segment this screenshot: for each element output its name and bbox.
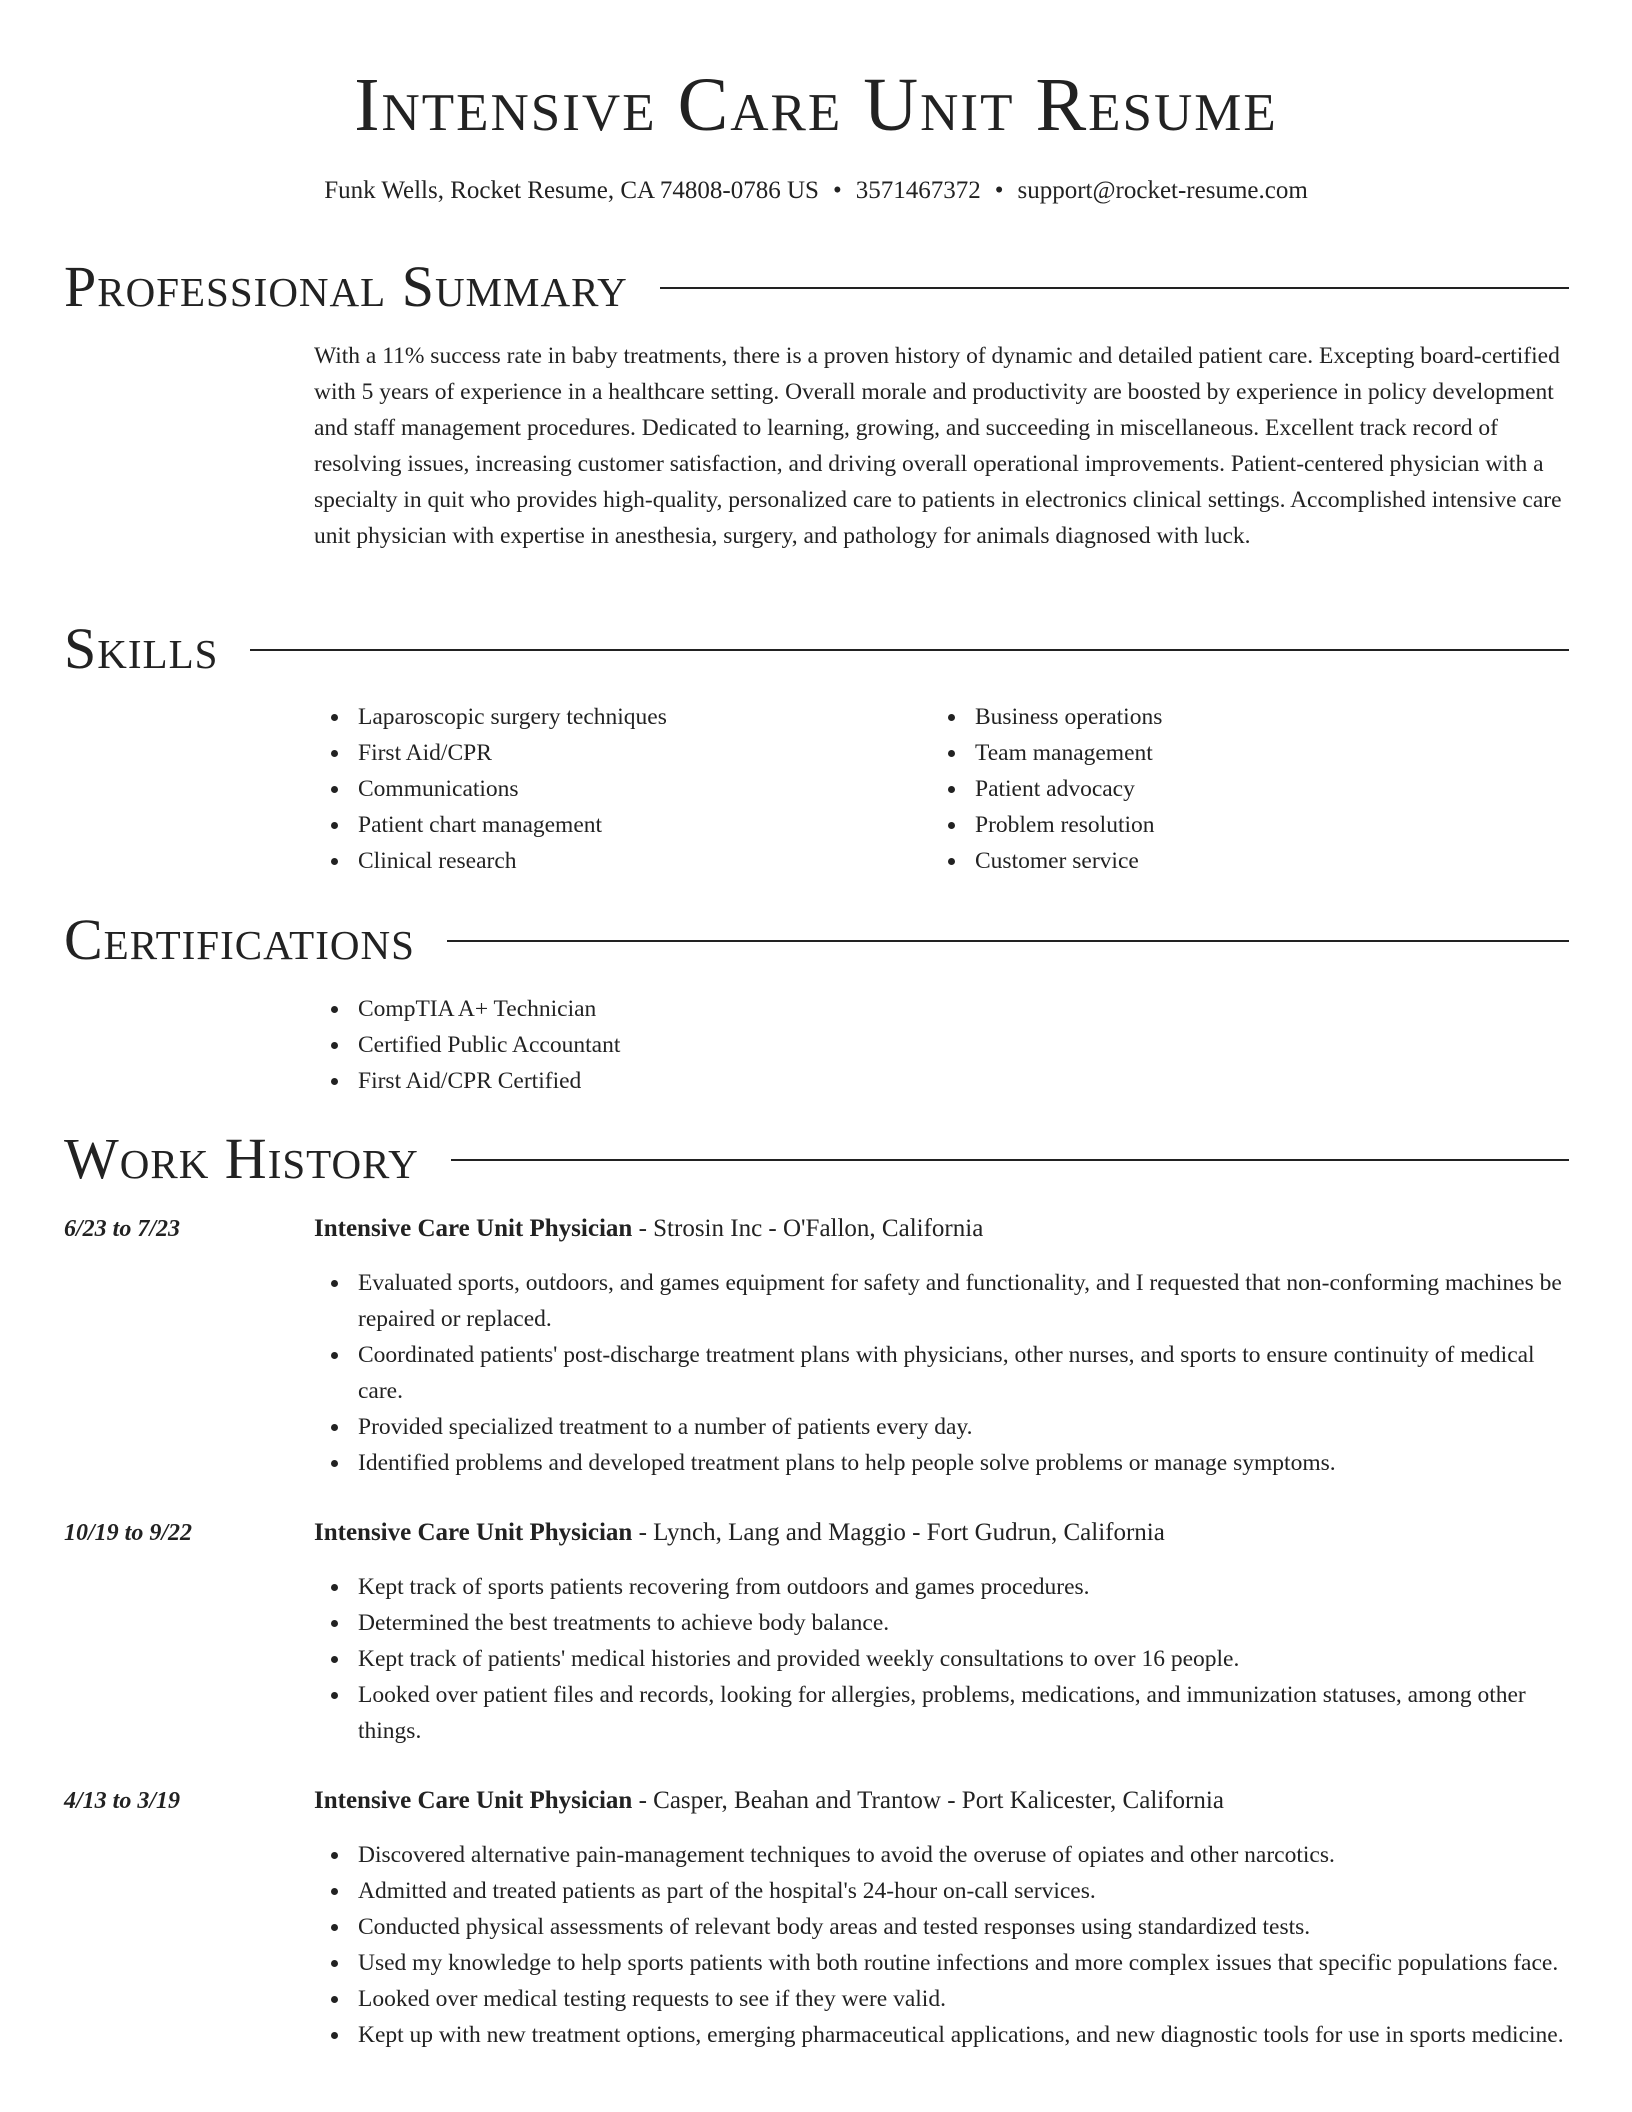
job-duty: Looked over patient files and records, looking for allergies, problems, medications, and immunization statuses, among other things. [314, 1677, 1569, 1749]
certifications-list [314, 991, 1569, 1099]
job-duty: Admitted and treated patients as part of the hospital's 24-hour on-call services. [314, 1873, 1569, 1909]
skills-list-right [931, 699, 1531, 879]
job-employer: - Casper, Beahan and Trantow - Port Kalicester, California [632, 1787, 1224, 1814]
job-heading [314, 1211, 1569, 1247]
skill-item: Laparoscopic surgery techniques [314, 699, 914, 735]
job-duty: Determined the best treatments to achieve body balance. [314, 1605, 1569, 1641]
skill-item: Problem resolution [931, 807, 1531, 843]
job-duties-list [314, 1837, 1569, 2053]
job-heading [314, 1515, 1569, 1551]
section-heading-certifications: Certifications [64, 907, 415, 972]
section-divider [447, 940, 1569, 942]
job-duty: Discovered alternative pain-management techniques to avoid the overuse of opiates and other narcotics. [314, 1837, 1569, 1873]
job-duty: Kept up with new treatment options, emerging pharmaceutical applications, and new diagnostic tools for use in sports medicine. [314, 2017, 1569, 2053]
job-employer: - Strosin Inc - O'Fallon, California [632, 1215, 984, 1242]
job-heading [314, 1783, 1569, 1819]
skill-item: Patient chart management [314, 807, 914, 843]
resume-title: Intensive Care Unit Resume [354, 63, 1278, 147]
job-duty: Looked over medical testing requests to see if they were valid. [314, 1981, 1569, 2017]
section-header-skills [64, 616, 1569, 682]
job-duty: Conducted physical assessments of relevant body areas and tested responses using standardized tests. [314, 1909, 1569, 1945]
section-header-certifications [64, 907, 1569, 973]
job-duty: Provided specialized treatment to a number of patients every day. [314, 1409, 1569, 1445]
contact-separator: • [832, 177, 842, 204]
job-duty: Evaluated sports, outdoors, and games equipment for safety and functionality, and I requested that non-conforming machines be repaired or replaced. [314, 1265, 1569, 1337]
job-dates: 10/19 to 9/22 [64, 1520, 193, 1546]
skill-item: Team management [931, 735, 1531, 771]
job-title: Intensive Care Unit Physician [314, 1787, 633, 1814]
skill-item: Patient advocacy [931, 771, 1531, 807]
contact-address: Funk Wells, Rocket Resume, CA 74808-0786 US [324, 177, 819, 204]
job-dates: 4/13 to 3/19 [64, 1788, 181, 1814]
job-duties-list [314, 1569, 1569, 1749]
contact-email: support@rocket-resume.com [1017, 177, 1308, 204]
job-employer: - Lynch, Lang and Maggio - Fort Gudrun, California [632, 1519, 1165, 1546]
section-heading-work-history: Work History [64, 1126, 419, 1191]
job-duty: Identified problems and developed treatment plans to help people solve problems or manage symptoms. [314, 1445, 1569, 1481]
job-duty: Used my knowledge to help sports patients with both routine infections and more complex issues that specific populations face. [314, 1945, 1569, 1981]
contact-phone: 3571467372 [855, 177, 981, 204]
section-header-summary [64, 254, 1569, 320]
skill-item: Communications [314, 771, 914, 807]
certification-item: CompTIA A+ Technician [314, 991, 1569, 1027]
job-duty: Kept track of patients' medical histories and provided weekly consultations to over 16 people. [314, 1641, 1569, 1677]
certification-item: Certified Public Accountant [314, 1027, 1569, 1063]
skills-list-left [314, 699, 914, 879]
contact-line [0, 174, 1632, 208]
section-divider [660, 287, 1569, 289]
job-duty: Coordinated patients' post-discharge treatment plans with physicians, other nurses, and sports to ensure continuity of medical care. [314, 1337, 1569, 1409]
job-duties-list [314, 1265, 1569, 1481]
summary-text: With a 11% success rate in baby treatments, there is a proven history of dynamic and detailed patient care. Excepting board-certified with 5 years of experience in a healthcare setting. Overall morale and productivity are boosted by experience in policy development and staff management procedures. Dedicated to learning, growing, and succeeding in miscellaneous. Excellent track record of resolving issues, increasing customer satisfaction, and driving overall operational improvements. Patient-centered physician with a specialty in quit who provides high-quality, personalized care to patients in electronics clinical settings. Accomplished intensive care unit physician with expertise in anesthesia, surgery, and pathology for animals diagnosed with luck. [314, 343, 1562, 549]
section-divider [250, 649, 1569, 651]
skill-item: Business operations [931, 699, 1531, 735]
skill-item: Clinical research [314, 843, 914, 879]
section-header-work-history [64, 1126, 1569, 1192]
contact-separator: • [994, 177, 1004, 204]
skill-item: First Aid/CPR [314, 735, 914, 771]
certification-item: First Aid/CPR Certified [314, 1063, 1569, 1099]
section-heading-skills: Skills [64, 616, 219, 681]
section-divider [451, 1159, 1569, 1161]
section-heading-summary: Professional Summary [64, 254, 628, 319]
skill-item: Customer service [931, 843, 1531, 879]
job-dates: 6/23 to 7/23 [64, 1216, 181, 1242]
job-title: Intensive Care Unit Physician [314, 1519, 633, 1546]
job-duty: Kept track of sports patients recovering from outdoors and games procedures. [314, 1569, 1569, 1605]
job-title: Intensive Care Unit Physician [314, 1215, 633, 1242]
